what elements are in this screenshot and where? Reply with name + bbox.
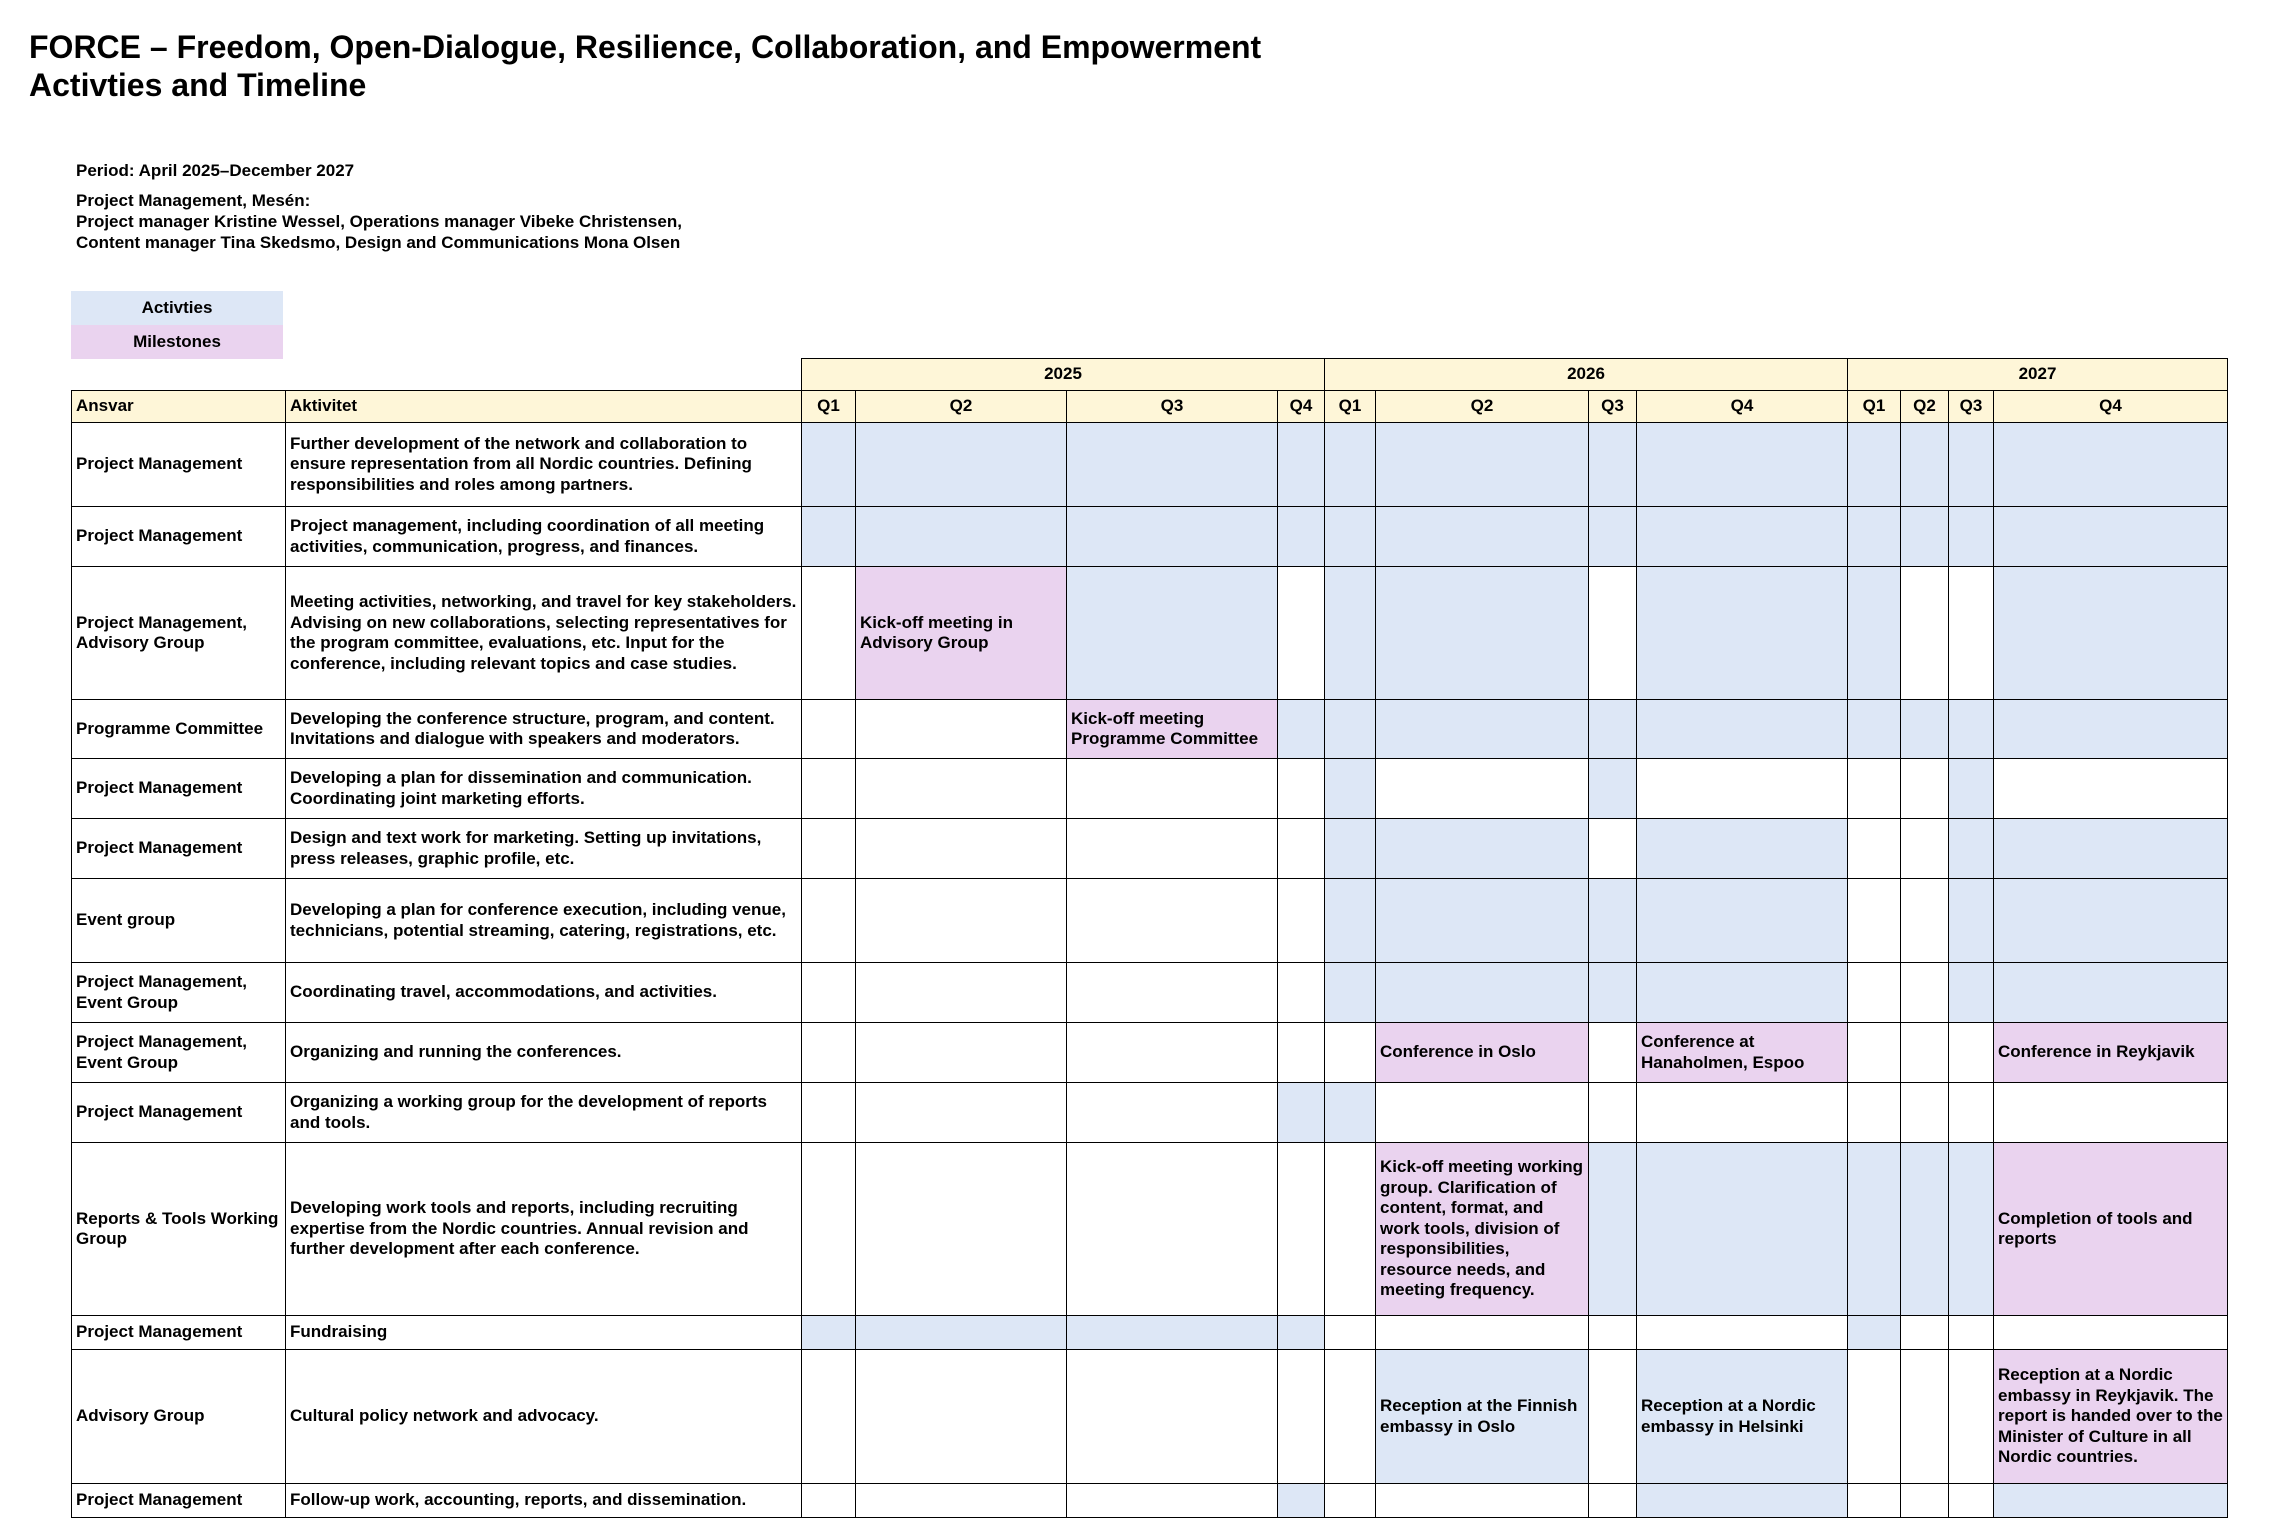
empty-cell xyxy=(1278,1143,1325,1316)
empty-cell xyxy=(1848,1083,1901,1143)
ansvar-cell: Project Management, Advisory Group xyxy=(72,567,286,700)
aktivitet-cell: Follow-up work, accounting, reports, and dissemination. xyxy=(286,1484,802,1518)
milestone-cell: Kick-off meeting working group. Clarification of content, format, and work tools, division of responsibilities, resource needs, and meeting frequency. xyxy=(1376,1143,1589,1316)
empty-cell xyxy=(802,1143,856,1316)
table-row xyxy=(72,1316,2228,1350)
empty-cell xyxy=(1278,1350,1325,1484)
activity-cell xyxy=(802,507,856,567)
aktivitet-cell: Fundraising xyxy=(286,1316,802,1350)
quarter-header: Q1 xyxy=(802,391,856,423)
activity-cell xyxy=(1949,819,1994,879)
activity-cell xyxy=(1901,1143,1949,1316)
table-row xyxy=(72,1484,2228,1518)
empty-cell xyxy=(1325,1350,1376,1484)
activity-cell xyxy=(856,423,1067,507)
empty-cell xyxy=(1637,759,1848,819)
empty-cell xyxy=(856,1023,1067,1083)
empty-cell xyxy=(1994,759,2228,819)
empty-cell xyxy=(802,1083,856,1143)
empty-cell xyxy=(802,759,856,819)
aktivitet-cell: Design and text work for marketing. Setting up invitations, press releases, graphic profile, etc. xyxy=(286,819,802,879)
ansvar-cell: Project Management xyxy=(72,507,286,567)
empty-cell xyxy=(1949,1484,1994,1518)
ansvar-cell: Project Management xyxy=(72,423,286,507)
activity-cell xyxy=(1376,567,1589,700)
empty-cell xyxy=(1278,759,1325,819)
activity-cell xyxy=(1901,423,1949,507)
aktivitet-cell: Developing work tools and reports, including recruiting expertise from the Nordic countries. Annual revision and further development after each conference. xyxy=(286,1143,802,1316)
activity-cell xyxy=(1325,879,1376,963)
activity-cell xyxy=(1637,507,1848,567)
ansvar-cell: Reports & Tools Working Group xyxy=(72,1143,286,1316)
activity-cell xyxy=(1637,423,1848,507)
empty-cell xyxy=(1949,1023,1994,1083)
empty-cell xyxy=(1589,1023,1637,1083)
empty-cell xyxy=(1901,567,1949,700)
empty-cell xyxy=(856,1083,1067,1143)
legend xyxy=(71,291,283,359)
empty-cell xyxy=(856,819,1067,879)
activity-cell xyxy=(1994,879,2228,963)
empty-cell xyxy=(1949,1316,1994,1350)
activity-cell: Reception at a Nordic embassy in Helsinki xyxy=(1637,1350,1848,1484)
title-line-2: Activties and Timeline xyxy=(29,67,367,103)
empty-cell xyxy=(1278,963,1325,1023)
empty-cell xyxy=(1848,1350,1901,1484)
activity-cell xyxy=(1376,700,1589,759)
table-row xyxy=(72,507,2228,567)
activity-cell xyxy=(1637,700,1848,759)
timeline-table xyxy=(71,358,2228,1518)
empty-cell xyxy=(856,759,1067,819)
empty-cell xyxy=(802,700,856,759)
quarter-header: Q3 xyxy=(1949,391,1994,423)
activity-cell xyxy=(1848,423,1901,507)
empty-cell xyxy=(1278,567,1325,700)
page-title xyxy=(29,28,1261,104)
table-row xyxy=(72,963,2228,1023)
empty-cell xyxy=(1278,819,1325,879)
empty-cell xyxy=(802,879,856,963)
activity-cell xyxy=(1637,819,1848,879)
activity-cell xyxy=(1325,700,1376,759)
activity-cell xyxy=(802,1316,856,1350)
header-blank xyxy=(72,359,802,391)
table-row xyxy=(72,1023,2228,1083)
empty-cell xyxy=(1067,1484,1278,1518)
empty-cell xyxy=(1589,819,1637,879)
milestone-cell: Conference in Oslo xyxy=(1376,1023,1589,1083)
table-row xyxy=(72,567,2228,700)
activity-cell xyxy=(1848,700,1901,759)
ansvar-cell: Project Management xyxy=(72,1316,286,1350)
table-row xyxy=(72,1350,2228,1484)
activity-cell xyxy=(1637,567,1848,700)
quarter-header: Q1 xyxy=(1325,391,1376,423)
empty-cell xyxy=(1637,1083,1848,1143)
quarter-header: Q1 xyxy=(1848,391,1901,423)
activity-cell xyxy=(1637,1484,1848,1518)
milestone-cell: Kick-off meeting in Advisory Group xyxy=(856,567,1067,700)
activity-cell xyxy=(1325,507,1376,567)
table-row xyxy=(72,423,2228,507)
activity-cell xyxy=(1589,507,1637,567)
activity-cell xyxy=(1949,700,1994,759)
activity-cell xyxy=(1949,759,1994,819)
activity-cell xyxy=(1949,507,1994,567)
activity-cell xyxy=(1376,819,1589,879)
activity-cell xyxy=(1067,423,1278,507)
empty-cell xyxy=(1848,819,1901,879)
empty-cell xyxy=(1589,1316,1637,1350)
activity-cell xyxy=(1325,819,1376,879)
activity-cell xyxy=(1994,507,2228,567)
ansvar-cell: Project Management, Event Group xyxy=(72,1023,286,1083)
activity-cell xyxy=(1325,1083,1376,1143)
aktivitet-header: Aktivitet xyxy=(286,391,802,423)
activity-cell xyxy=(1376,879,1589,963)
empty-cell xyxy=(1994,1316,2228,1350)
quarter-header: Q2 xyxy=(1901,391,1949,423)
empty-cell xyxy=(1067,1083,1278,1143)
activity-cell xyxy=(1637,963,1848,1023)
empty-cell xyxy=(1325,1316,1376,1350)
activity-cell xyxy=(1278,1484,1325,1518)
activity-cell xyxy=(1067,567,1278,700)
legend-milestones: Milestones xyxy=(71,325,283,359)
activity-cell xyxy=(1949,879,1994,963)
activity-cell xyxy=(1589,1143,1637,1316)
aktivitet-cell: Developing a plan for dissemination and communication. Coordinating joint marketing efforts. xyxy=(286,759,802,819)
ansvar-cell: Advisory Group xyxy=(72,1350,286,1484)
empty-cell xyxy=(802,963,856,1023)
aktivitet-cell: Meeting activities, networking, and travel for key stakeholders. Advising on new collaborations, selecting representatives for the program committee, evaluations, etc. Input for the conference, including relevant topics and case studies. xyxy=(286,567,802,700)
activity-cell xyxy=(1994,1484,2228,1518)
year-header: 2027 xyxy=(1848,359,2228,391)
activity-cell xyxy=(1589,759,1637,819)
empty-cell xyxy=(1901,963,1949,1023)
table-row xyxy=(72,1083,2228,1143)
legend-activities: Activties xyxy=(71,291,283,325)
quarter-header: Q4 xyxy=(1994,391,2228,423)
empty-cell xyxy=(1067,1350,1278,1484)
aktivitet-cell: Further development of the network and collaboration to ensure representation from all Nordic countries. Defining responsibilities and roles among partners. xyxy=(286,423,802,507)
activity-cell xyxy=(1325,759,1376,819)
aktivitet-cell: Project management, including coordination of all meeting activities, communication, progress, and finances. xyxy=(286,507,802,567)
activity-cell xyxy=(1994,423,2228,507)
empty-cell xyxy=(802,567,856,700)
ansvar-cell: Project Management xyxy=(72,1083,286,1143)
empty-cell xyxy=(1589,1484,1637,1518)
activity-cell xyxy=(1325,567,1376,700)
aktivitet-cell: Coordinating travel, accommodations, and activities. xyxy=(286,963,802,1023)
activity-cell xyxy=(1376,507,1589,567)
table-row xyxy=(72,700,2228,759)
empty-cell xyxy=(1067,963,1278,1023)
empty-cell xyxy=(1901,1350,1949,1484)
pm-line-1: Project manager Kristine Wessel, Operations manager Vibeke Christensen, xyxy=(76,212,682,231)
empty-cell xyxy=(1325,1143,1376,1316)
activity-cell xyxy=(1278,1316,1325,1350)
empty-cell xyxy=(1901,759,1949,819)
activity-cell xyxy=(1949,963,1994,1023)
empty-cell xyxy=(1848,1484,1901,1518)
activity-cell xyxy=(856,507,1067,567)
ansvar-cell: Project Management xyxy=(72,819,286,879)
empty-cell xyxy=(1901,1316,1949,1350)
period-text: Period: April 2025–December 2027 xyxy=(76,161,355,180)
activity-cell xyxy=(1848,1316,1901,1350)
empty-cell xyxy=(802,1484,856,1518)
empty-cell xyxy=(1278,879,1325,963)
empty-cell xyxy=(1376,1484,1589,1518)
activity-cell xyxy=(802,423,856,507)
empty-cell xyxy=(1325,1023,1376,1083)
empty-cell xyxy=(856,1143,1067,1316)
milestone-cell: Reception at a Nordic embassy in Reykjavik. The report is handed over to the Minister of Culture in all Nordic countries. xyxy=(1994,1350,2228,1484)
empty-cell xyxy=(1901,879,1949,963)
ansvar-cell: Project Management xyxy=(72,1484,286,1518)
activity-cell xyxy=(1637,879,1848,963)
empty-cell xyxy=(1376,759,1589,819)
quarter-header: Q2 xyxy=(856,391,1067,423)
activity-cell xyxy=(1949,423,1994,507)
activity-cell xyxy=(1994,700,2228,759)
activity-cell xyxy=(1848,507,1901,567)
activity-cell xyxy=(1376,423,1589,507)
activity-cell: Reception at the Finnish embassy in Oslo xyxy=(1376,1350,1589,1484)
empty-cell xyxy=(1901,1083,1949,1143)
empty-cell xyxy=(856,1350,1067,1484)
empty-cell xyxy=(1901,1484,1949,1518)
empty-cell xyxy=(856,1484,1067,1518)
activity-cell xyxy=(1589,700,1637,759)
activity-cell xyxy=(1901,700,1949,759)
ansvar-cell: Event group xyxy=(72,879,286,963)
milestone-cell: Kick-off meeting Programme Committee xyxy=(1067,700,1278,759)
empty-cell xyxy=(1067,1023,1278,1083)
activity-cell xyxy=(1901,507,1949,567)
empty-cell xyxy=(1901,1023,1949,1083)
table-row xyxy=(72,759,2228,819)
pm-heading: Project Management, Mesén: xyxy=(76,191,311,210)
activity-cell xyxy=(1278,700,1325,759)
empty-cell xyxy=(1325,1484,1376,1518)
activity-cell xyxy=(1278,1083,1325,1143)
table-row xyxy=(72,1143,2228,1316)
milestone-cell: Conference in Reykjavik xyxy=(1994,1023,2228,1083)
empty-cell xyxy=(1589,1350,1637,1484)
empty-cell xyxy=(1067,819,1278,879)
activity-cell xyxy=(1848,1143,1901,1316)
empty-cell xyxy=(1848,963,1901,1023)
empty-cell xyxy=(856,879,1067,963)
empty-cell xyxy=(1949,1350,1994,1484)
aktivitet-cell: Organizing a working group for the development of reports and tools. xyxy=(286,1083,802,1143)
pm-line-2: Content manager Tina Skedsmo, Design and Communications Mona Olsen xyxy=(76,233,681,252)
aktivitet-cell: Organizing and running the conferences. xyxy=(286,1023,802,1083)
activity-cell xyxy=(1067,507,1278,567)
empty-cell xyxy=(802,819,856,879)
empty-cell xyxy=(1376,1083,1589,1143)
activity-cell xyxy=(1589,423,1637,507)
activity-cell xyxy=(1848,567,1901,700)
quarter-header: Q2 xyxy=(1376,391,1589,423)
empty-cell xyxy=(1067,759,1278,819)
ansvar-cell: Project Management, Event Group xyxy=(72,963,286,1023)
empty-cell xyxy=(1376,1316,1589,1350)
quarter-header: Q3 xyxy=(1589,391,1637,423)
empty-cell xyxy=(802,1350,856,1484)
empty-cell xyxy=(856,700,1067,759)
empty-cell xyxy=(1067,1143,1278,1316)
project-meta xyxy=(76,160,682,253)
empty-cell xyxy=(1949,567,1994,700)
activity-cell xyxy=(1067,1316,1278,1350)
activity-cell xyxy=(1278,423,1325,507)
activity-cell xyxy=(1994,819,2228,879)
empty-cell xyxy=(1589,567,1637,700)
table-row xyxy=(72,819,2228,879)
title-line-1: FORCE – Freedom, Open-Dialogue, Resilience, Collaboration, and Empowerment xyxy=(29,29,1262,65)
activity-cell xyxy=(1278,507,1325,567)
activity-cell xyxy=(1994,567,2228,700)
empty-cell xyxy=(802,1023,856,1083)
quarter-header: Q3 xyxy=(1067,391,1278,423)
activity-cell xyxy=(1325,423,1376,507)
empty-cell xyxy=(1949,1083,1994,1143)
empty-cell xyxy=(856,963,1067,1023)
empty-cell xyxy=(1901,819,1949,879)
empty-cell xyxy=(1848,759,1901,819)
quarter-header: Q4 xyxy=(1278,391,1325,423)
activity-cell xyxy=(856,1316,1067,1350)
activity-cell xyxy=(1994,963,2228,1023)
aktivitet-cell: Developing the conference structure, program, and content. Invitations and dialogue with speakers and moderators. xyxy=(286,700,802,759)
table-row xyxy=(72,879,2228,963)
activity-cell xyxy=(1376,963,1589,1023)
milestone-cell: Completion of tools and reports xyxy=(1994,1143,2228,1316)
activity-cell xyxy=(1325,963,1376,1023)
milestone-cell: Conference at Hanaholmen, Espoo xyxy=(1637,1023,1848,1083)
empty-cell xyxy=(1848,879,1901,963)
ansvar-cell: Programme Committee xyxy=(72,700,286,759)
empty-cell xyxy=(1994,1083,2228,1143)
aktivitet-cell: Cultural policy network and advocacy. xyxy=(286,1350,802,1484)
ansvar-cell: Project Management xyxy=(72,759,286,819)
activity-cell xyxy=(1949,1143,1994,1316)
ansvar-header: Ansvar xyxy=(72,391,286,423)
year-header: 2025 xyxy=(802,359,1325,391)
empty-cell xyxy=(1067,879,1278,963)
empty-cell xyxy=(1589,1083,1637,1143)
year-header: 2026 xyxy=(1325,359,1848,391)
empty-cell xyxy=(1637,1316,1848,1350)
quarter-header: Q4 xyxy=(1637,391,1848,423)
activity-cell xyxy=(1589,963,1637,1023)
activity-cell xyxy=(1589,879,1637,963)
empty-cell xyxy=(1848,1023,1901,1083)
empty-cell xyxy=(1278,1023,1325,1083)
aktivitet-cell: Developing a plan for conference execution, including venue, technicians, potential streaming, catering, registrations, etc. xyxy=(286,879,802,963)
activity-cell xyxy=(1637,1143,1848,1316)
